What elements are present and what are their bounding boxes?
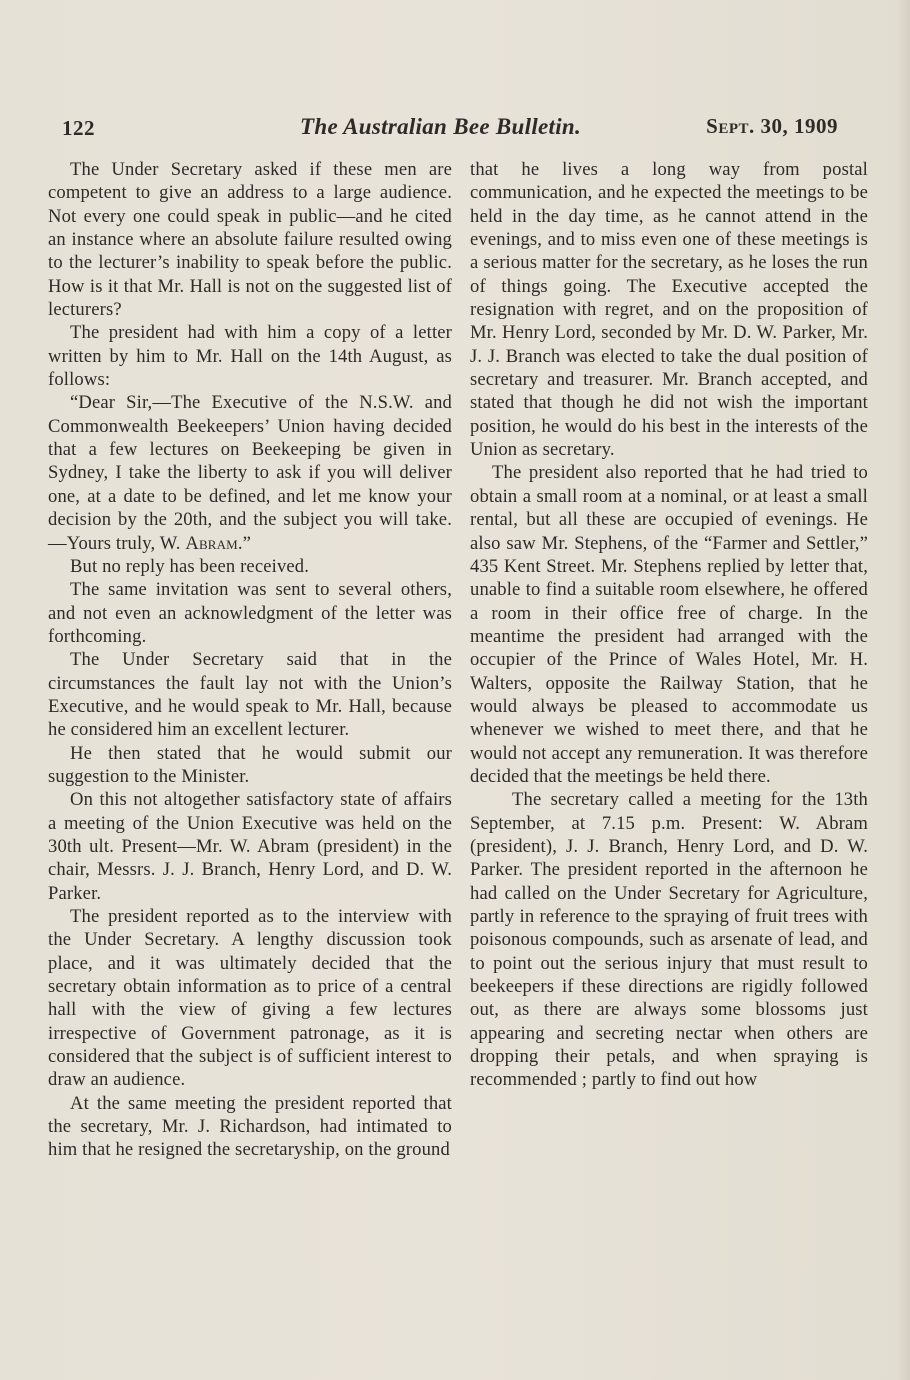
page-edge bbox=[896, 0, 910, 1380]
paragraph: But no reply has been received. bbox=[70, 555, 310, 577]
paragraph: At the same meeting the president reported that the secretary, Mr. J. Richardson, had intimated to him that he resigned the secretaryship, on the ground bbox=[48, 1092, 452, 1161]
paragraph: The president also reported that he had tried to obtain a small room at a nominal, or at least a small rental, but all these are occupied of evenings. He also saw Mr. Stephens, of the “Farmer and Settler,” 435 Kent Street. Mr. Stephens replied by letter that, unable to find a suitable room elsewhere, he offered a room in their office free of charge. In the meantime the president had arranged with the occupier of the Prince of Wales Hotel, Mr. H. Walters, opposite the Railway Station, that he would always be pleased to accommodate us whenever we wished to meet there, and that he would not accept any remuneration. It was therefore decided that the meetings be held there. bbox=[470, 462, 868, 787]
paragraph: that he lives a long way from postal communication, and he expected the meetings to be held in the day time, as he cannot attend in the evenings, and to miss even one of these meetings is a serious matter for the secretary, as he loses the run of things going. The Executive accepted the resignation with regret, and on the proposition of Mr. Henry Lord, seconded by Mr. D. W. Parker, Mr. J. J. Branch was elected to take the dual position of secretary and treasurer. Mr. Branch accepted, and stated that though he did not wish the important position, he would do his best in the interests of the Union as secretary. bbox=[470, 159, 868, 461]
letter-paragraph bbox=[48, 391, 452, 554]
paragraph: The president had with him a copy of a letter written by him to Mr. Hall on the 14th August, as follows: bbox=[48, 322, 452, 391]
paragraph: The president reported as to the interview with the Under Secretary. A lengthy discussion took place, and it was ultimately decided that the secretary obtain information as to price of a central hall with the view of giving a few lectures irrespective of Government patronage, as it is considered that the subject is of sufficient interest to draw an audience. bbox=[48, 906, 452, 1091]
paragraph: The same invitation was sent to several others, and not even an acknowledgment of the letter was forthcoming. bbox=[48, 579, 452, 647]
left-column bbox=[48, 158, 452, 1162]
paragraph: On this not altogether satisfactory state of affairs a meeting of the Union Executive was held on the 30th ult. Present—Mr. W. Abram (president) in the chair, Messrs. J. J. Branch, Henry Lord, and D. W. Parker. bbox=[48, 789, 452, 904]
paragraph: The secretary called a meeting for the 13th September, at 7.15 p.m. Present: W. Abram (president), J. J. Branch, Henry Lord, and D. W. Parker. The president reported in the afternoon he had called on the Under Secretary for Agriculture, partly in reference to the spraying of fruit trees with poisonous compounds, such as arsenate of lead, and to point out the serious injury that must result to beekeepers if these directions are rigidly followed out, as there are always some blossoms just appearing and secreting nectar when others are dropping their petals, and when spraying is recommended ; partly to find out how bbox=[470, 789, 868, 1091]
letter-signature: Abram.” bbox=[185, 532, 252, 554]
running-header bbox=[48, 112, 848, 146]
right-column bbox=[470, 158, 868, 1092]
paragraph: He then stated that he would submit our suggestion to the Minister. bbox=[48, 742, 452, 787]
paragraph: The Under Secretary asked if these men are competent to give an address to a large audience. Not every one could speak in public—and he cited an instance where an absolute failure resulted owing to the lecturer’s inability to speak before the public. How is it that Mr. Hall is not on the suggested list of lecturers? bbox=[48, 159, 452, 321]
paragraph: The Under Secretary said that in the circumstances the fault lay not with the Union’s Executive, and he would speak to Mr. Hall, because he considered him an excellent lecturer. bbox=[48, 649, 452, 741]
letter-text: “Dear Sir,—The Executive of the N.S.W. and Commonwealth Beekeepers’ Union having decided that a few lectures on Beekeeping be given in Sydney, I take the liberty to ask if you will deliver one, at a date to be defined, and let me know your decision by the 20th, and the subject you will take.—Yours truly, W. bbox=[48, 392, 452, 554]
journal-title: The Australian Bee Bulletin. bbox=[300, 114, 582, 139]
issue-date: Sept. 30, 1909 bbox=[706, 114, 838, 138]
page-number: 122 bbox=[62, 116, 95, 140]
